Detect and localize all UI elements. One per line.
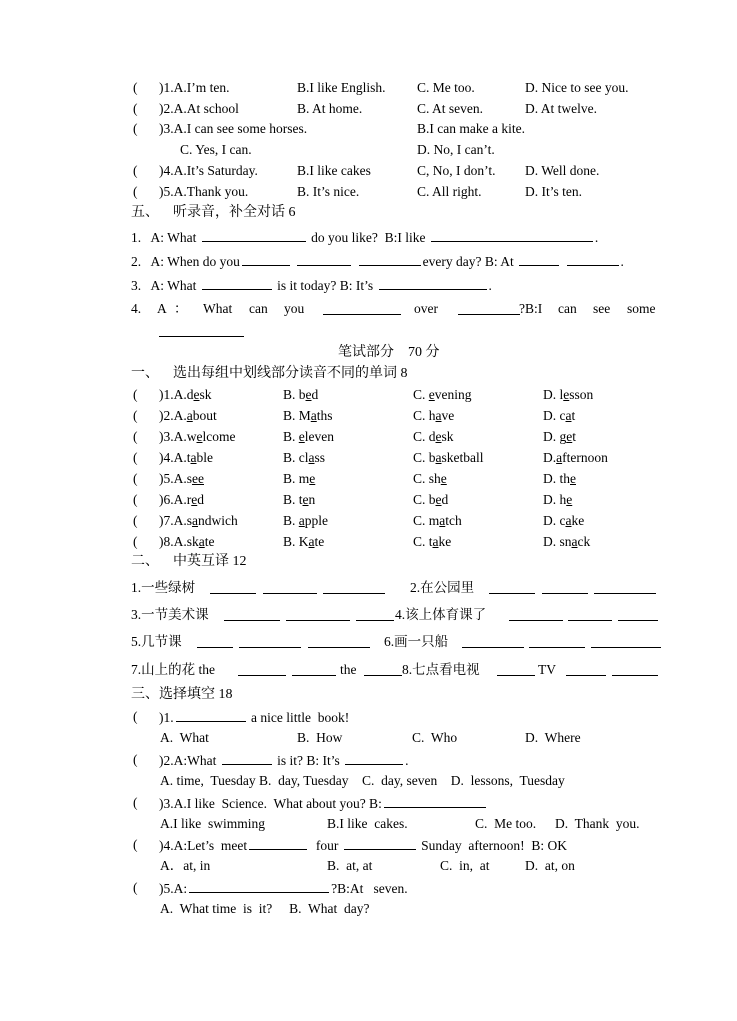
phonics-word-d [543, 450, 608, 466]
dialog-text: A: What [150, 278, 197, 293]
choice-c: C. At seven. [417, 101, 483, 116]
answer-blank[interactable] [323, 581, 385, 594]
word-part: C. b [413, 450, 436, 465]
choice-a: )3.A.I can see some horses. [159, 121, 308, 136]
choice-d: D. At twelve. [525, 101, 597, 116]
q-text: )3.A.I like Science. What about you? B: [159, 796, 382, 811]
word-part: d [311, 387, 319, 402]
mc-question-4 [159, 837, 567, 854]
paren: ( [133, 752, 138, 767]
choice-a: )4.A.It’s Saturday. [159, 163, 258, 178]
underlined-letters: a [565, 408, 572, 423]
word-part: C. d [413, 429, 436, 444]
word: you [284, 301, 305, 316]
word: see [593, 301, 611, 316]
q-number: )5.A. [159, 471, 187, 486]
answer-blank[interactable] [379, 277, 487, 290]
phonics-word-b [283, 387, 318, 403]
answer-blank[interactable] [462, 635, 524, 648]
word-part: ck [577, 534, 591, 549]
word-part: t [186, 450, 191, 465]
answer-blank[interactable] [222, 752, 272, 765]
word-part: C. h [413, 408, 436, 423]
word-part: D. th [543, 471, 570, 486]
phonics-word-c [413, 492, 448, 508]
word-part: sk [199, 387, 212, 402]
option: A.I like swimming [160, 816, 265, 831]
word-part: C. t [413, 534, 433, 549]
q-text: )2.A:What [159, 753, 217, 768]
dialog-text: A: What [150, 230, 197, 245]
q-text: is it? B: It’s [277, 753, 340, 768]
word-part: d [186, 387, 194, 402]
answer-blank[interactable] [345, 752, 403, 765]
choice-c: C, No, I don’t. [417, 163, 496, 178]
word-part: B. cl [283, 450, 309, 465]
q-text: . [405, 753, 409, 768]
phonics-word-d [543, 387, 593, 403]
answer-blank[interactable] [189, 880, 329, 893]
answer-blank[interactable] [612, 663, 658, 676]
answer-blank[interactable] [263, 581, 317, 594]
word-part: r [186, 492, 192, 507]
phonics-word-c [413, 471, 447, 487]
choice-d: D. No, I can’t. [417, 142, 495, 157]
q-number: 3. [131, 278, 142, 293]
word-part: C. b [413, 492, 436, 507]
translate-item: 2.在公园里 [410, 580, 475, 595]
paren: ( [133, 121, 138, 136]
underlined-letters: e [302, 492, 309, 507]
paren: ( [133, 450, 138, 465]
phonics-word-b [283, 408, 333, 424]
phonics-word-d [543, 408, 575, 424]
underlined-letters: a [298, 513, 305, 528]
phonics-word-d [543, 471, 576, 487]
answer-blank[interactable] [323, 302, 401, 315]
option: B.I like cakes. [327, 816, 408, 831]
mc-question-1 [159, 709, 349, 726]
word-part: B. b [283, 387, 306, 402]
choice-d: D. It’s ten. [525, 184, 582, 199]
choice-a: )5.A.Thank you. [159, 184, 249, 199]
phonics-word-b [283, 513, 328, 529]
word-part: t [572, 429, 577, 444]
choice-a: )2.A.At school [159, 101, 239, 116]
word-part: ve [441, 408, 455, 423]
answer-blank[interactable] [344, 837, 416, 850]
dialog-text: . [594, 230, 599, 245]
q-number: )8.A. [159, 534, 187, 549]
underlined-letters: a [308, 450, 315, 465]
word-part: d [197, 492, 204, 507]
answer-blank[interactable] [594, 581, 656, 594]
word-part: lcome [202, 429, 236, 444]
word-part: C. m [413, 513, 440, 528]
word-part: d [441, 492, 449, 507]
option-line: A. time, Tuesday B. day, Tuesday C. day, seven D. lessons, Tuesday [160, 773, 565, 788]
phonics-word-b [283, 471, 315, 487]
underlined-letters: a [435, 450, 442, 465]
q-text: a nice little book! [251, 710, 350, 725]
option: A．at, in [160, 858, 211, 873]
paren: ( [133, 471, 138, 486]
q-text: )5.A: [159, 881, 188, 896]
q-number: )2.A. [159, 408, 187, 423]
underlined-letters: e [440, 471, 447, 486]
answer-blank[interactable] [159, 324, 244, 337]
answer-blank[interactable] [566, 663, 606, 676]
word-part: leven [304, 429, 335, 444]
phonics-word-a [159, 513, 238, 529]
answer-blank[interactable] [458, 302, 520, 315]
phonics-word-c [413, 513, 462, 529]
word-part: s [186, 471, 193, 486]
underlined-letters: a [308, 534, 315, 549]
underlined-letters: a [310, 408, 317, 423]
paren: ( [133, 408, 138, 423]
mc-question-3 [159, 795, 488, 812]
paren: ( [133, 837, 138, 852]
word: over [414, 301, 438, 316]
phonics-word-c [413, 534, 451, 550]
word-part: sk [441, 429, 454, 444]
translate-item: 4.该上体育课了 [395, 607, 487, 622]
choice-c: C. Me too. [417, 80, 475, 95]
q-number: 2. [131, 254, 142, 269]
phonics-word-a [159, 534, 215, 550]
answer-blank[interactable] [197, 635, 233, 648]
word: can [558, 301, 577, 316]
translate-item: the [340, 662, 357, 677]
underlined-letters: a [192, 513, 199, 528]
answer-blank[interactable] [308, 635, 370, 648]
paren: ( [133, 429, 138, 444]
answer-blank[interactable] [224, 608, 280, 621]
answer-blank[interactable] [176, 709, 246, 722]
word-part: bout [192, 408, 217, 423]
word-part: te [314, 534, 325, 549]
section-title: 五、 听录音，补全对话 6 [131, 205, 296, 220]
underlined-letters: e [191, 492, 198, 507]
phonics-word-d [543, 492, 572, 508]
word: some [627, 301, 656, 316]
answer-blank[interactable] [239, 635, 301, 648]
q-number: )4.A. [159, 450, 187, 465]
answer-blank[interactable] [238, 663, 286, 676]
q-number: )1. [159, 710, 174, 725]
paren: ( [133, 492, 138, 507]
word-part: D. c [543, 513, 566, 528]
word: can [249, 301, 268, 316]
phonics-word-c [413, 429, 454, 445]
phonics-word-c [413, 408, 454, 424]
choice-d: D. Nice to see you. [525, 80, 629, 95]
answer-blank[interactable] [202, 229, 306, 242]
dialog-text: . [488, 278, 492, 293]
underlined-letters: e [566, 429, 573, 444]
word-part: D. h [543, 492, 567, 507]
underlined-letters: e [309, 471, 316, 486]
paren: ( [133, 534, 138, 549]
q-text: four [315, 838, 339, 853]
word-part: w [186, 429, 197, 444]
q-number: )3.A. [159, 429, 187, 444]
answer-blank[interactable] [542, 581, 588, 594]
dialog-text: every day? B: At [422, 254, 514, 269]
q-text: ?B:At seven. [331, 881, 408, 896]
phonics-word-d [543, 429, 576, 445]
phonics-word-b [283, 534, 324, 550]
word-part: ss [314, 450, 326, 465]
q-number: )6.A. [159, 492, 187, 507]
word-part: D. l [543, 387, 564, 402]
paren: ( [133, 795, 138, 810]
word-part: ndwich [198, 513, 238, 528]
phonics-word-a [159, 408, 217, 424]
paren: ( [133, 709, 138, 724]
dialog-text: . [620, 254, 624, 269]
answer-blank[interactable] [519, 253, 559, 266]
phonics-word-b [283, 429, 334, 445]
word-part: s [186, 513, 193, 528]
underlined-letters: a [198, 534, 205, 549]
word-part: B. M [283, 408, 311, 423]
underlined-letters: e [566, 492, 573, 507]
underlined-letters: e [570, 471, 576, 486]
translate-item: TV [538, 662, 556, 677]
q-number: )7.A. [159, 513, 187, 528]
answer-blank[interactable] [591, 635, 661, 648]
choice-b: B.I like cakes [297, 163, 371, 178]
phonics-word-b [283, 492, 315, 508]
word-part: fternoon [562, 450, 608, 465]
underlined-letters: e [435, 429, 442, 444]
underlined-letters: e [428, 387, 435, 402]
underlined-letters: e [298, 429, 305, 444]
dialog-text: A: When do you [150, 254, 240, 269]
word-part: ke [571, 513, 585, 528]
dialog-line-3 [131, 277, 492, 294]
translate-item: 5.几节课 [131, 634, 182, 649]
option-line: A. What time is it? B. What day? [160, 901, 370, 916]
paren: ( [133, 513, 138, 528]
underlined-letters: e [193, 387, 200, 402]
answer-blank[interactable] [568, 608, 612, 621]
written-part-title: 笔试部分 70 分 [338, 345, 440, 360]
answer-blank[interactable] [567, 253, 619, 266]
word-part: n [308, 492, 316, 507]
option: C. in, at [440, 858, 490, 873]
choice-b: B. At home. [297, 101, 363, 116]
word-part: C. [413, 387, 429, 402]
answer-blank[interactable] [618, 608, 658, 621]
option: A. What [160, 730, 209, 745]
underlined-letters: a [186, 408, 193, 423]
q-text: Sunday afternoon! B: OK [421, 838, 567, 853]
word-part: te [204, 534, 215, 549]
q-number: )1.A. [159, 387, 187, 402]
word-part: B. m [283, 471, 310, 486]
answer-blank[interactable] [286, 608, 350, 621]
mc-question-5 [159, 880, 408, 897]
paren: ( [133, 163, 138, 178]
phonics-word-a [159, 429, 236, 445]
word: ?B:I [519, 301, 543, 316]
translate-item: 3.一节美术课 [131, 607, 209, 622]
mc-question-2 [159, 752, 409, 769]
option: D. Where [525, 730, 581, 745]
answer-blank[interactable] [210, 581, 256, 594]
word-part: D. c [543, 408, 566, 423]
underlined-letters: a [556, 450, 563, 465]
translate-item: 7.山上的花 the [131, 662, 215, 677]
word-part: C. sh [413, 471, 441, 486]
paren: ( [133, 101, 138, 116]
word-part: tch [445, 513, 462, 528]
answer-blank[interactable] [529, 635, 585, 648]
section-title: 三、选择填空 18 [131, 687, 233, 702]
word-part: ths [316, 408, 333, 423]
option: C. Me too. [475, 816, 537, 831]
dialog-text: do you like? B:I like [311, 230, 426, 245]
dialog-line-1 [131, 229, 598, 246]
dialog-text: is it today? B: It’s [277, 278, 374, 293]
underlined-letters: a [571, 534, 578, 549]
underlined-letters: e [196, 429, 203, 444]
phonics-word-a [159, 471, 204, 487]
word-part: vening [434, 387, 472, 402]
answer-blank[interactable] [202, 277, 272, 290]
word-part: sk [186, 534, 199, 549]
choice-d: D. Well done. [525, 163, 600, 178]
answer-blank[interactable] [364, 663, 402, 676]
phonics-word-a [159, 387, 212, 403]
phonics-word-c [413, 450, 484, 466]
answer-blank[interactable] [292, 663, 336, 676]
word-part: B. [283, 429, 299, 444]
answer-blank[interactable] [297, 253, 351, 266]
underlined-letters: a [565, 513, 572, 528]
choice-b: B. It’s nice. [297, 184, 360, 199]
phonics-word-d [543, 534, 590, 550]
option: B. at, at [327, 858, 373, 873]
choice-c: C. All right. [417, 184, 482, 199]
underlined-letters: a [435, 408, 442, 423]
word-part: D. sn [543, 534, 572, 549]
word-part: B. K [283, 534, 309, 549]
word: What [203, 301, 233, 316]
option: D. Thank you. [555, 816, 640, 831]
choice-a: )1.A.I’m ten. [159, 80, 230, 95]
answer-blank[interactable] [359, 253, 421, 266]
answer-blank[interactable] [384, 795, 486, 808]
choice-b: B.I can make a kite. [417, 121, 525, 136]
word-part: ke [438, 534, 452, 549]
dialog-line-2 [131, 253, 624, 270]
paren: ( [133, 387, 138, 402]
word-part: D. [543, 450, 557, 465]
paren: ( [133, 880, 138, 895]
paren: ( [133, 184, 138, 199]
option: B. How [297, 730, 343, 745]
underlined-letters: a [432, 534, 439, 549]
translate-item: 8.七点看电视 [402, 662, 480, 677]
phonics-word-c [413, 387, 472, 403]
underlined-letters: e [435, 492, 442, 507]
option: D. at, on [525, 858, 575, 873]
word: A [157, 301, 167, 316]
word-part: sketball [441, 450, 484, 465]
q-number: 4. [131, 301, 142, 316]
phonics-word-a [159, 492, 204, 508]
translate-item: 6.画一只船 [384, 634, 449, 649]
word-part: D. g [543, 429, 567, 444]
answer-blank[interactable] [489, 581, 535, 594]
word-part: B. [283, 513, 299, 528]
section-title: 一、 选出每组中划线部分读音不同的单词 8 [131, 366, 408, 381]
choice-b: B.I like English. [297, 80, 386, 95]
answer-blank[interactable] [242, 253, 290, 266]
answer-blank[interactable] [249, 837, 307, 850]
word-part: pple [304, 513, 329, 528]
answer-blank[interactable] [509, 608, 563, 621]
phonics-word-a [159, 450, 213, 466]
section-title: 二、 中英互译 12 [131, 554, 247, 569]
phonics-word-d [543, 513, 584, 529]
q-number: 1. [131, 230, 142, 245]
underlined-letters: e [563, 387, 570, 402]
underlined-letters: a [439, 513, 446, 528]
underlined-letters: a [190, 450, 197, 465]
translate-item: 1.一些绿树 [131, 580, 196, 595]
answer-blank[interactable] [431, 229, 593, 242]
word-part: sson [569, 387, 594, 402]
word: ： [174, 301, 188, 316]
word-part: B. t [283, 492, 303, 507]
paren: ( [133, 80, 138, 95]
option: C. Who [412, 730, 458, 745]
underlined-letters: ee [192, 471, 204, 486]
answer-blank[interactable] [356, 608, 394, 621]
answer-blank[interactable] [497, 663, 535, 676]
word-part: t [571, 408, 576, 423]
phonics-word-b [283, 450, 325, 466]
underlined-letters: e [305, 387, 312, 402]
q-text: )4.A:Let’s meet [159, 838, 248, 853]
word-part: ble [196, 450, 214, 465]
choice-c: C. Yes, I can. [180, 142, 252, 157]
